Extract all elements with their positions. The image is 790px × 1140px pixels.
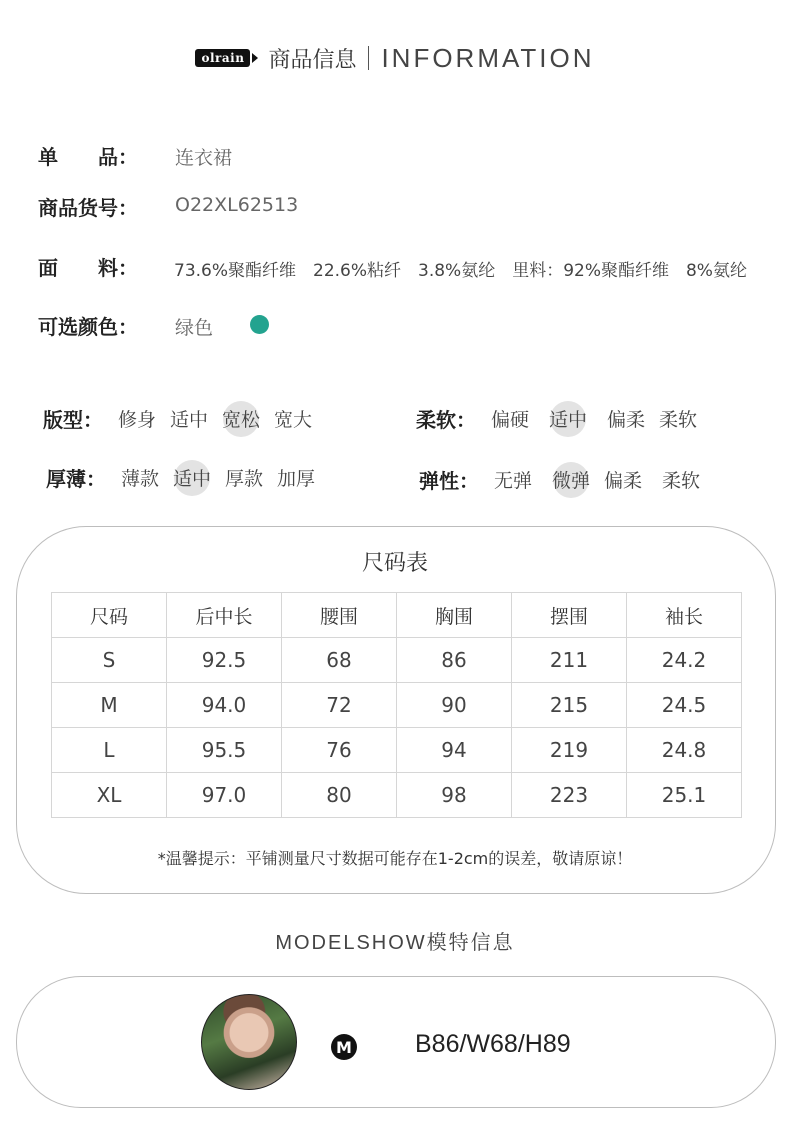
table-cell: 211 bbox=[512, 638, 627, 683]
table-header-cell: 尺码 bbox=[52, 593, 167, 638]
attr-thickness-option: 薄款 bbox=[121, 468, 160, 490]
attr-softness-option: 偏柔 bbox=[607, 409, 646, 431]
attr-elasticity-option: 偏柔 bbox=[604, 470, 643, 492]
attr-softness-label: 柔软： bbox=[416, 408, 476, 432]
color-swatch bbox=[250, 315, 269, 334]
model-size-badge: M bbox=[331, 1034, 357, 1060]
measurement-note: *温馨提示：平铺测量尺寸数据可能存在1-2cm的误差，敬请原谅！ bbox=[157, 849, 633, 868]
attr-thickness-option-selected: 适中 bbox=[172, 464, 212, 491]
table-header-cell: 胸围 bbox=[397, 593, 512, 638]
color-label: 可选颜色： bbox=[38, 315, 138, 339]
table-row bbox=[52, 728, 742, 773]
table-header-row bbox=[52, 593, 742, 638]
table-cell: 72 bbox=[282, 683, 397, 728]
color-value: 绿色 bbox=[175, 317, 214, 339]
table-cell: 68 bbox=[282, 638, 397, 683]
table-cell: 92.5 bbox=[167, 638, 282, 683]
attr-thickness bbox=[46, 463, 328, 492]
table-cell: 25.1 bbox=[627, 773, 742, 818]
table-cell: 80 bbox=[282, 773, 397, 818]
table-cell: L bbox=[52, 728, 167, 773]
item-value: 连衣裙 bbox=[175, 147, 233, 169]
attr-fit-option: 适中 bbox=[170, 409, 209, 431]
attr-fit-option: 修身 bbox=[118, 409, 157, 431]
attr-thickness-option: 厚款 bbox=[225, 468, 264, 490]
attr-fit-label: 版型： bbox=[43, 408, 103, 432]
sku-label: 商品货号： bbox=[38, 196, 138, 220]
attr-elasticity bbox=[419, 465, 713, 494]
table-header-cell: 后中长 bbox=[167, 593, 282, 638]
header-divider bbox=[368, 46, 369, 70]
table-row bbox=[52, 683, 742, 728]
table-cell: M bbox=[52, 683, 167, 728]
attr-thickness-option: 加厚 bbox=[277, 468, 316, 490]
table-cell: 98 bbox=[397, 773, 512, 818]
table-cell: XL bbox=[52, 773, 167, 818]
table-cell: 223 bbox=[512, 773, 627, 818]
table-header-cell: 袖长 bbox=[627, 593, 742, 638]
play-arrow-icon bbox=[252, 53, 258, 63]
item-label: 单 品： bbox=[38, 145, 138, 169]
fabric-value: 73.6%聚酯纤维 22.6%粘纤 3.8%氨纶 里料：92%聚酯纤维 8%氨纶 bbox=[174, 261, 747, 281]
fabric-label: 面 料： bbox=[38, 256, 138, 280]
model-avatar bbox=[201, 994, 297, 1090]
table-cell: 95.5 bbox=[167, 728, 282, 773]
size-table bbox=[51, 592, 742, 818]
table-cell: S bbox=[52, 638, 167, 683]
attr-softness-option: 偏硬 bbox=[491, 409, 530, 431]
table-header-cell: 摆围 bbox=[512, 593, 627, 638]
attr-fit-option-selected: 宽松 bbox=[221, 405, 261, 432]
table-header-cell: 腰围 bbox=[282, 593, 397, 638]
table-cell: 94 bbox=[397, 728, 512, 773]
table-cell: 24.5 bbox=[627, 683, 742, 728]
header-title-cn: 商品信息 bbox=[268, 47, 357, 73]
attr-elasticity-option-selected: 微弹 bbox=[551, 466, 591, 493]
table-cell: 24.8 bbox=[627, 728, 742, 773]
table-cell: 24.2 bbox=[627, 638, 742, 683]
table-cell: 219 bbox=[512, 728, 627, 773]
table-cell: 94.0 bbox=[167, 683, 282, 728]
page-header bbox=[0, 38, 790, 78]
attr-softness bbox=[416, 404, 710, 433]
table-cell: 97.0 bbox=[167, 773, 282, 818]
size-chart-title: 尺码表 bbox=[361, 551, 428, 576]
table-cell: 76 bbox=[282, 728, 397, 773]
table-cell: 215 bbox=[512, 683, 627, 728]
table-cell: 90 bbox=[397, 683, 512, 728]
model-info-card bbox=[16, 976, 776, 1108]
attr-elasticity-label: 弹性： bbox=[419, 469, 479, 493]
attr-fit bbox=[43, 404, 325, 433]
attr-thickness-label: 厚薄： bbox=[46, 467, 106, 491]
attr-softness-option: 柔软 bbox=[659, 409, 698, 431]
attr-elasticity-option: 柔软 bbox=[662, 470, 701, 492]
brand-logo: olrain bbox=[195, 49, 250, 67]
sku-value: O22XL62513 bbox=[175, 194, 299, 216]
attr-softness-option-selected: 适中 bbox=[548, 405, 588, 432]
model-section-title: MODELSHOW模特信息 bbox=[275, 932, 515, 954]
model-measurements: B86/W68/H89 bbox=[415, 1030, 571, 1058]
table-row bbox=[52, 638, 742, 683]
header-title-en: INFORMATION bbox=[381, 42, 595, 73]
attr-fit-option: 宽大 bbox=[274, 409, 313, 431]
attr-elasticity-option: 无弹 bbox=[494, 470, 533, 492]
table-cell: 86 bbox=[397, 638, 512, 683]
table-row bbox=[52, 773, 742, 818]
